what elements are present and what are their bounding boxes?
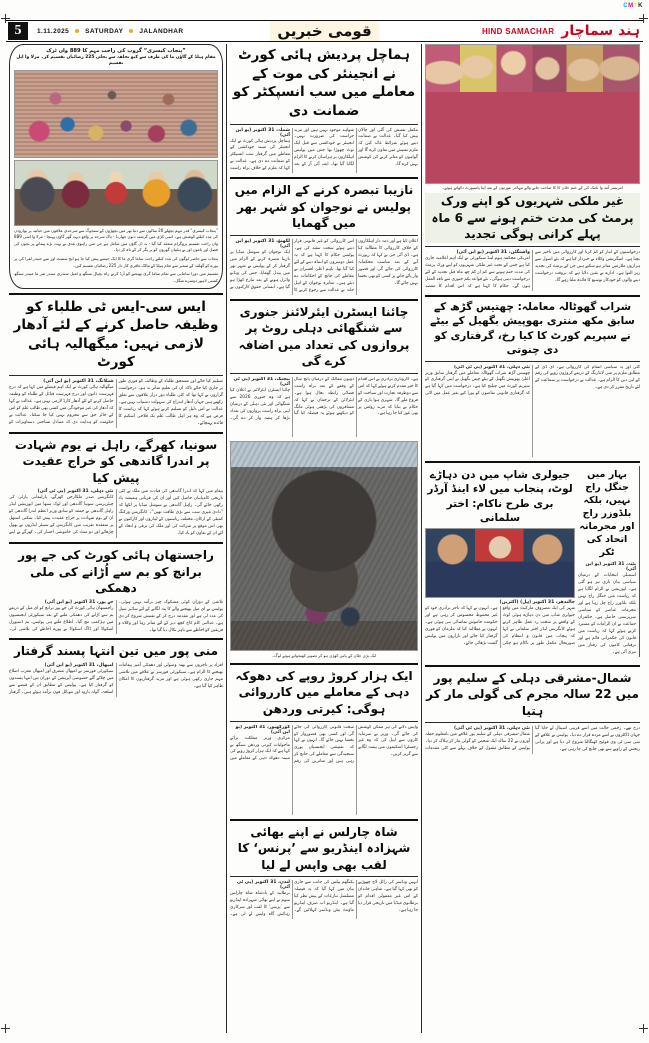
divider [230, 177, 418, 179]
article-thousand-crore-fraud [230, 668, 418, 815]
byline: شیلانگ، 31 اکتوبر (یو این آئی) [43, 379, 114, 385]
page-number: 5 [8, 22, 28, 40]
promo-caption: ”پنجاب کیسری“ قدر مہم پچھلے 26 سالوں سے دنیا بھر میں بچھڑوں کے سنجوگ سے سرحدی علاقوں میں حیاتیہ پر یوارودں کی مدد کیلئے کوشش ہے۔ اسی کڑی میں گزشتہ دنوں جھارنڈ - پاک سرحد پر واقع دیہہ گھر گاؤں پہنچا - مرلا وا اسی 889 واں راحت تقسیم پروگرام منعقد کیا گیا - یہ ان گاؤں میں شامل ہے جن میں راہوی غدی نے بہت بڑے پیمانے پر بچوں کی فصل اور باغوں اور بے ہٹبیان گھروں کو پر یگر کر کے تاہ کر دیا۔ [14, 227, 218, 253]
byline: بیجنگ، 31 اکتوبر (پی ٹی آئی) [233, 376, 290, 387]
column-right [421, 44, 643, 1033]
byline: لندن، 31 اکتوبر (پی ٹی آئی) [236, 880, 290, 891]
headline: غیر ملکی شہریوں کو اپنے ورک پرمٹ کی مدت ختم ہونے سے 6 ماہ پہلے کرانی ہوگی تجدید [425, 193, 640, 243]
crowd-of-women-photo [14, 70, 218, 158]
headline: جیولری شاپ میں دن دہاڑے لوٹ، پنجاب میں لاء اینڈ آرڈر بری طرح ناکام: اختر سلمانی [427, 468, 573, 524]
divider [425, 665, 640, 667]
headline: بہار میں جنگل راج نہیں، بلکہ بلڈوزر راج اور مجرمانہ اتحاد کی ٹکر [579, 468, 635, 559]
divider [230, 876, 418, 877]
article-rajasthan-bomb-threat [9, 547, 223, 634]
headline: سونیا، کھرگے، راہل نے یوم شہادت پر اندرا گاندھی کو خراج عقیدت پیش کیا [14, 437, 218, 485]
divider [9, 542, 223, 544]
body-text: راجستھان ہائی کورٹ کی جے پور برانچ کو ای میل کے ذریعے بم سے اڑانے کی دھمکی ملنے کے بعد سیکورٹی ایجنسیوں میں ہڑکمپ مچ گیا۔ اطلاع ملتے ہی پولیس، بم ڈسپوزل اسکواڈ اور ڈاگ اسکواڈ نے پورے احاطے کی تلاشی لی۔ تلاشی کے دوران کوئی مشکوک چیز برآمد نہیں ہوئی۔ پولیس نے ای میل بھیجنے والے کا پتہ لگانے کے لئے سائبر سیل کی مدد لی ہے اور مقدمہ درج کر کے تفتیش شروع کر دی ہے۔ عدالتی کام کاج کچھ دیر کے لئے متاثر رہا اور وکلاء و فریقین کو احاطے سے باہر نکال دیا گیا تھا۔ [9, 599, 223, 633]
headline: نازیبا تبصرہ کرنے کے الزام میں پولیس نے نوجوان کو شہر بھر میں گھمایا [234, 183, 414, 231]
divider [9, 432, 223, 434]
group-portrait-photo [14, 160, 218, 226]
headline: ایس سی-ایس ٹی طلباء کو وظیفہ حاصل کرنے کے لئے آدھار لازمی نہیں: میگھالیہ ہائی کورٹ [13, 298, 219, 371]
headline: منی پور میں تین انتہا پسند گرفتار [13, 644, 219, 659]
divider [230, 235, 418, 236]
byline: نئی دہلی، 31 اکتوبر (پی ٹی آئی) [453, 364, 530, 370]
permit-booklets [426, 95, 639, 117]
headline: شمال-مشرقی دہلی کے سلیم پور میں 22 سالہ مجرم کی گولی مار کر ہتیا [426, 670, 639, 718]
divider [9, 293, 223, 295]
body-text: سیکورٹی فورسز نے امپھال مشرق اور امپھال مغرب اضلاع میں چلائے گئے خصوصی آپریشن کے دوران تین انتہا پسندوں کو گرفتار کیا ہے۔ پولیس کے مطابق ان کے قبضے سے اسلحہ، گولہ بارود اور موبائل فون برآمد ہوئے ہیں۔ گرفتار افراد پر تاجروں سے بھتہ وصولی اور دھمکی آمیز پیغامات بھیجنے کا الزام ہے۔ سیکورٹی فورسز نے علاقے میں تلاشی مہم جاری رکھی ہوئی ہے اور مزید گرفتاریوں کا امکان ظاہر کیا گیا ہے۔ [9, 663, 223, 695]
headline: ہماچل پردیش ہائی کورٹ نے انجینئر کی موت کے معاملے میں سب انسپکٹر کو ضمانت دی [232, 47, 416, 119]
brand-name-english: HIND SAMACHAR [481, 26, 555, 36]
promo-caption-3: تقسیم میں دورا سامانی سے تمام ساما گری بھیجنے کو آرڈ کرتے راہ بچپال سنگھ و ٹمیل سندری سندر شر ما میندر سنگھ کشنی لاہور دوسرے منگل۔ [14, 271, 218, 283]
byline: پٹنہ، 31 اکتوبر (یو این آئی) [585, 562, 636, 573]
body-text: کانگریس صدر ملکارجن کھرگے، پارلیمانی پارٹی کی چیئرپرسن سونیا گاندھی اور لوک سبھا میں اپوزیشن لیڈر راہل گاندھی نے جمعہ کو سابق وزیر اعظم اندرا گاندھی کو ان کے یوم شہادت پر خراج عقیدت پیش کیا۔ شکتی استھل پر منعقدہ تقریب میں کانگریس کے سینئر لیڈروں نے پھول چڑھائے اور دو منٹ کی خاموشی اختیار کی۔ کھرگے نے اپنے پیغام میں کہا کہ اندرا گاندھی کی قیادت میں ملک نے کئی تاریخی کامیابیاں حاصل کیں اور ان کی قربانی ہمیشہ یاد رکھی جائے گی۔ راہل گاندھی نے سوشل میڈیا پر لکھا کہ ”دادی میری سب سے بڑی طاقت تھیں“۔ کانگریس ورکنگ کمیٹی کے ارکان، مختلف ریاستوں کے لیڈروں اور کارکنوں نے بھی اس موقع پر شرکت کی اور ملک کی ترقی و اتحاد کے لئے ان کے تعاون کو یاد کیا۔ [9, 489, 223, 537]
promo-headline-2: مقام ہیلڈ کے گاؤں ما کی طرف سے کیو تحلقہ سے بجلی 225 رضائیاں تقسیم کر۔ مرلا وا ایل تقسیم [16, 55, 216, 67]
brand-logo-urdu: ہند سماچار [561, 23, 640, 39]
promo-headline-1: ”پنجاب کیسری“ گروپ کی راحت مہم کا 889 واں ٹرک [46, 48, 186, 54]
body-text: میگھالیہ ہائی کورٹ نے ایک اہم فیصلے میں کہا ہے کہ درج فہرست ذاتوں اور درج فہرست قبائل کے طلباء کو وظیفہ حاصل کرنے کے لئے آدھار کارڈ لازمی نہیں ہے۔ عدالت نے کہا کہ آدھار کی غیر موجودگی میں کسی بھی طالب علم کو اس کے جائز حق سے محروم نہیں کیا جا سکتا۔ عدالت نے حکومت کو ہدایت دی کہ متبادل شناختی دستاویزات کو تسلیم کیا جائے اور مستحق طلباء کے وظائف کو فوری طور پر جاری کیا جائے تاکہ ان کی تعلیم متاثر نہ ہو۔ درخواست گزاروں نے کہا تھا کہ کئی طلباء دور دراز علاقوں سے تعلق رکھتے ہیں جہاں آدھار اندراج کی سہولت دستیاب نہیں ہے۔ عدالت نے اس دلیل کو تسلیم کرتے ہوئے کہا کہ ریاست کا فرض ہے کہ وہ ہر اہل طالب علم تک فلاحی اسکیم کا فائدہ پہنچائے۔ [9, 379, 223, 426]
body-text: شہر کی ایک مصروف مارکیٹ میں واقع جیولری شاپ میں دن دہاڑے ہوئی لوٹ کے واقعے پر سخت رد عمل ظاہر کرتے ہوئے کانگریس لیڈر اختر سلمانی نے کہا کہ پنجاب میں قانون و انتظام کی صورتحال مکمل طور پر ناکام ہو چکی ہے۔ انہوں نے کہا کہ تاجر برادری خود کو غیر محفوظ محسوس کر رہی ہے اور حکومت خاموش تماشائی بنی ہوئی ہے۔ انہوں نے مطالبہ کیا کہ ملزمان کو فوری گرفتار کیا جائے اور بازاروں میں پولیس گشت بڑھائی جائے۔ [425, 606, 575, 647]
content-grid [6, 44, 643, 1033]
divider [230, 721, 418, 722]
promo-caption-2: پنجاب سے حاصر لوگوں کی مدد کیلئے راحت ساما گری ما کا ایک جیسے پیش کیا جا ہو انج سمیٹ اور سے جیندر لقرا کی پر یورے کو گھلقہ کے سمیر سے تعام ہیلڈ کے مالک غافری کار دار 225 رضائیاں تقسیم کیں۔ [14, 256, 218, 268]
byline: نئی دہلی، 31 اکتوبر (پی ٹی آئی) [37, 489, 114, 495]
divider [9, 375, 223, 376]
byline: جے پور، 31 اکتوبر (یو این آئی) [44, 599, 114, 605]
section-title: قومی خبریں [269, 21, 379, 41]
body-text: اسمبلی انتخابات کے درمیان سیاسی بیان بازی تیز ہو گئی ہے۔ اپوزیشن نے الزام لگایا ہے کہ ریاست میں جنگل راج نہیں بلکہ بلڈوزر راج چل رہا ہے اور مجرمانہ عناصر کو سیاسی سرپرستی حاصل ہے۔ حکمراں جماعت نے ان الزامات کو مسترد کرتے ہوئے کہا کہ ریاست میں قانون کی حکمرانی قائم ہے اور ترقیاتی کاموں کی رفتار میں تیزی آئی ہے۔ [578, 573, 636, 655]
headline: ایک ہزار کروڑ روپے کی دھوکہ دہی کے معاملے میں کارروائی ہوگی: کیرتی وردھن [235, 668, 413, 716]
divider [425, 722, 640, 723]
article-police-parade-youth [230, 182, 418, 294]
body-text: امریکی محکمہ ہوم لینڈ سیکورٹی نے ایک اہم اعلامیہ جاری کیا ہے جس کے تحت غیر ملکی شہریوں کو اپنے ورک پرمٹ کی مدت ختم ہونے سے کم از کم چھ ماہ قبل تجدید کے لئے درخواست دینی ہوگی۔ نئے قواعد یکم جنوری سے نافذ العمل ہوں گے۔ حکام کا کہنا ہے کہ اس اقدام کا مقصد درخواستوں کے انبار کو کم کرنا اور کارروائی میں تاخیر سے بچنا ہے۔ امیگریشن وکلاء نے خبردار کیا ہے کہ نئے اصول سے ہزاروں ملازمین متاثر ہو سکتے ہیں جن کے پرمٹ کی تجدید زیر التوا ہے۔ ادارے نے یقین دلایا ہے کہ بروقت درخواست دینے والوں کو خودکار توسیع کا فائدہ ملتا رہے گا۔ [425, 249, 640, 289]
headline: شاہ چارلس نے اپنے بھائی شہزادہ اینڈریو سے ’پرنس‘ کا لقب بھی واپس لے لیا [237, 824, 411, 872]
divider [425, 461, 640, 463]
divider [425, 295, 640, 297]
article-hp-highcourt-bail [230, 46, 418, 173]
city-text: JALANDHAR [139, 27, 184, 35]
divider [230, 663, 418, 665]
article-delhi-shooting [425, 670, 640, 754]
brand-block [482, 23, 643, 39]
divider [9, 638, 223, 640]
article-manipur-arrests [9, 643, 223, 696]
byline: نئی دہلی، 31 اکتوبر (پی ٹی آئی) [453, 726, 530, 732]
divider [425, 361, 640, 362]
byline: گورکھپور، 31 اکتوبر (یو این آئی) [235, 724, 290, 735]
article-sc-st-scholarship [9, 298, 223, 428]
dateline [37, 28, 183, 35]
day-text: SATURDAY [85, 27, 124, 35]
rock-monolith-photo [230, 441, 418, 651]
body-text: شمال-مشرقی دہلی کے سلیم پور علاقے میں نامعلوم حملہ آوروں نے 22 سالہ ایک شخص کو گولی مار کر ہلاک کر دیا۔ پولیس کے مطابق مقتول کے خلاف پہلے سے کئی مقدمات درج تھے۔ زخمی حالت میں اسے قریبی اسپتال لے جایا گیا جہاں ڈاکٹروں نے اسے مردہ قرار دے دیا۔ پولیس نے علاقے کے سی سی ٹی وی فوٹیج کھنگالنا شروع کر دیا ہے اور پرانی رنجش کے زاویے سے بھی جانچ کی جا رہی ہے۔ [425, 726, 640, 753]
byline: واشنگٹن، 31 اکتوبر (یو این آئی) [456, 249, 530, 255]
column-center [226, 44, 421, 1033]
column-left [6, 44, 226, 1033]
body-text: مرکزی وزیر مملکت برائے ماحولیات کیرتی وردھن سنگھ نے کہا ہے کہ ایک ہزار کروڑ روپے کی مبینہ دھوکہ دہی کے معاملے میں سخت قانونی کارروائی کی جائے گی اور کسی بھی قصوروار کو بخشا نہیں جائے گا۔ انہوں نے کہا کہ تفتیشی ایجنسیاں پوری سنجیدگی سے معاملے کی جانچ کر رہی ہیں اور متاثرین کی رقم واپس دلانے کی ہر ممکن کوشش کی جائے گی۔ وزیر نے سرمایہ کاروں سے اپیل کی کہ وہ غیر رجسٹرڈ اسکیموں میں پیسہ لگانے سے گریز کریں۔ [230, 724, 418, 765]
body-text: برطانیہ کے بادشاہ شاہ چارلس سوم نے اپنے بھائی شہزادہ اینڈریو سے ’پرنس‘ کا لقب اور سرکاری رہائش گاہ واپس لے لی ہے۔ بکنگھم پیلس کی جانب سے جاری بیان میں کہا گیا کہ یہ فیصلہ مسلسل تنازعات کے پیش نظر کیا گیا ہے۔ اینڈریو اب صرف اینڈریو ماؤنٹ بیٹن ونڈسر کہلائیں گے۔ انہیں ونڈسر کی رائل لاج چھوڑنے کو بھی کہا گیا ہے۔ شاہی خاندان کے اس غیر معمولی اقدام کو برطانوی میڈیا میں تاریخی قرار دیا جا رہا ہے۔ [230, 880, 418, 918]
cmyk-marks: CMYK [623, 3, 643, 9]
date-text: 1.11.2025 [37, 27, 70, 35]
permits-photo-caption: امرتسر آمد وا نامک کی کے ختم خلان کا کا صاحب جانے والے مہاجر عورتوں کے بعد اپنا پاسپورٹ دکھاتے ہوئے۔ [442, 185, 623, 190]
masthead [6, 20, 643, 42]
divider [230, 124, 418, 125]
body-text: ایک نوجوان کو سوشل میڈیا پر نازیبا تبصرہ کرنے کے الزام میں گرفتار کر کے پولیس نے شہر بھر میں پیدل گھمایا، جس کی ویڈیو وائرل ہونے کے بعد تنازع کھڑا ہو گیا ہے۔ انسانی حقوق کارکنوں نے اس کارروائی کو غیر قانونی قرار دیتے ہوئے سخت تنقید کی ہے۔ پولیس حکام کا کہنا ہے کہ یہ عمل دوسروں کو انتباہ دینے کے لئے کیا گیا تھا، تاہم اعلیٰ افسران نے معاملے کی جانچ کے احکامات دے دیئے ہیں۔ متاثرہ نوجوان کے اہل خانہ نے عدالت سے رجوع کرنے کا اعلان کیا ہے اور ذمہ دار اہلکاروں کے خلاف کارروائی کا مطالبہ کیا ہے۔ ڈی آئی جی نے کہا کہ رپورٹ آنے کے بعد مناسب محکمانہ کارروائی کی جائے گی اور قصور وار پائے جانے پر کسی کو بھی بخشا نہیں جائے گا۔ [230, 238, 418, 293]
divider [230, 299, 418, 301]
headline: شراب گھوٹالہ معاملہ: چھتیس گڑھ کے سابق مکھ منتری بھوپیش بگھیل کے بیٹے نے سپریم کورٹ کا کیا رخ، گرفتاری کو دی چنوتی [430, 300, 635, 357]
article-jewellery-robbery [425, 466, 575, 657]
headline: چائنا ایسٹرن ایئرلائنز جنوری سے شنگھائی دہلی روٹ پر پروازوں کی تعداد میں اضافہ کرے گی [238, 304, 410, 369]
article-king-charles-andrew [230, 824, 418, 919]
article-work-permit-renewal [425, 193, 640, 290]
bullet-dot-icon [129, 29, 133, 33]
jewellery-bihar-pair [425, 466, 640, 661]
three-leaders-photo [425, 528, 575, 598]
women-holding-permits-photo [425, 44, 640, 184]
byline: امپھال، 31 اکتوبر (یو این آئی) [44, 663, 114, 669]
byline: لکھنؤ، 31 اکتوبر (یو این آئی) [235, 238, 290, 249]
byline: جالندھر، 31 اکتوبر (ہل) (اکثریں) [499, 600, 575, 606]
bullet-dot-icon [75, 29, 79, 33]
divider [425, 246, 640, 247]
divider [230, 373, 418, 374]
rock-photo-caption: ایک بڑی چٹان کے پاس کھڑی ہو کر تصویر کھنچواتے ہوئے لوگ۔ [271, 652, 377, 658]
article-sonia-indira-tribute [9, 437, 223, 538]
body-text: ہماچل پردیش ہائی کورٹ نے ایک انجینئر کی مبینہ خودکشی کے معاملے میں گرفتار سب انسپکٹر کو ضمانت دے دی ہے۔ عدالت نے کہا کہ ملزم کے خلاف براہ راست شواہد موجود نہیں ہیں اور مزید حراست کی ضرورت نہیں۔ انجینئر نے خودکشی سے قبل ایک نوٹ چھوڑا تھا جس میں پولیس اہلکاروں پر ہراساں کرنے کا الزام لگایا گیا تھا۔ ایف آئی آر کے بعد مکمل تفتیش کی گئی اور چالان پیش کیا گیا۔ عدالت نے ضمانت دیتے ہوئے شرائط عائد کیں کہ ملزم تفتیش میں تعاون کرے گا اور گواہوں کو متاثر کرنے کی کوشش نہیں کرے گا۔ [230, 127, 418, 172]
promo-relief-box [9, 44, 223, 289]
article-bihar-bulldozer-raj [578, 466, 640, 657]
divider [230, 819, 418, 821]
body-text: چھتیس گڑھ شراب گھوٹالہ معاملے میں گرفتار سابق وزیر اعلیٰ بھوپیش بگھیل کے بیٹے چیتن بگھیل نے اپنی گرفتاری کو سپریم کورٹ میں چیلنج کیا ہے۔ درخواست میں کہا گیا ہے کہ گرفتاری قانونی تقاضوں کو پورا کیے بغیر عمل میں لائی گئی اور یہ سیاسی انتقام کی کارروائی ہے۔ ای ڈی کے مطابق ملزم پر منی لانڈرنگ کے ذریعے کروڑوں روپے کی رقم کے لین دین کا الزام ہے۔ عدالت نے درخواست پر سماعت کے لئے تاریخ مقرر کر دی ہے۔ [425, 364, 640, 397]
byline: شملہ، 31 اکتوبر (یو این آئی) [235, 127, 290, 138]
body-text: چائنا ایسٹرن ایئرلائنز نے اعلان کیا ہے کہ وہ جنوری 2026 سے شنگھائی اور نئی دہلی کے درمیان اپنی براہ راست پروازوں کی تعداد بڑھا کر ہفتہ وار کر دے گی۔ دونوں ممالک کے درمیان پانچ سال کے وقفے کے بعد براہ راست فضائی رابطہ بحال ہوا ہے۔ ایئرلائن کے ترجمان نے کہا کہ مسافروں کی بڑھتی ہوئی مانگ کو دیکھتے ہوئے یہ فیصلہ کیا گیا ہے۔ کاروباری برادری نے اس اقدام کا خیر مقدم کرتے ہوئے کہا کہ اس سے دوطرفہ تجارت اور سیاحت کو فروغ ملے گا۔ شہری ہوا بازی کے حکام نے بتایا کہ مزید روٹس پر بھی غور کیا جا رہا ہے۔ [230, 376, 418, 421]
article-liquor-scam-baghel [425, 300, 640, 457]
headline: راجستھان ہائی کورٹ کی جے پور برانچ کو بم سے اُڑانے کی ملی دھمکی [18, 548, 214, 596]
article-china-eastern-flights [230, 304, 418, 437]
